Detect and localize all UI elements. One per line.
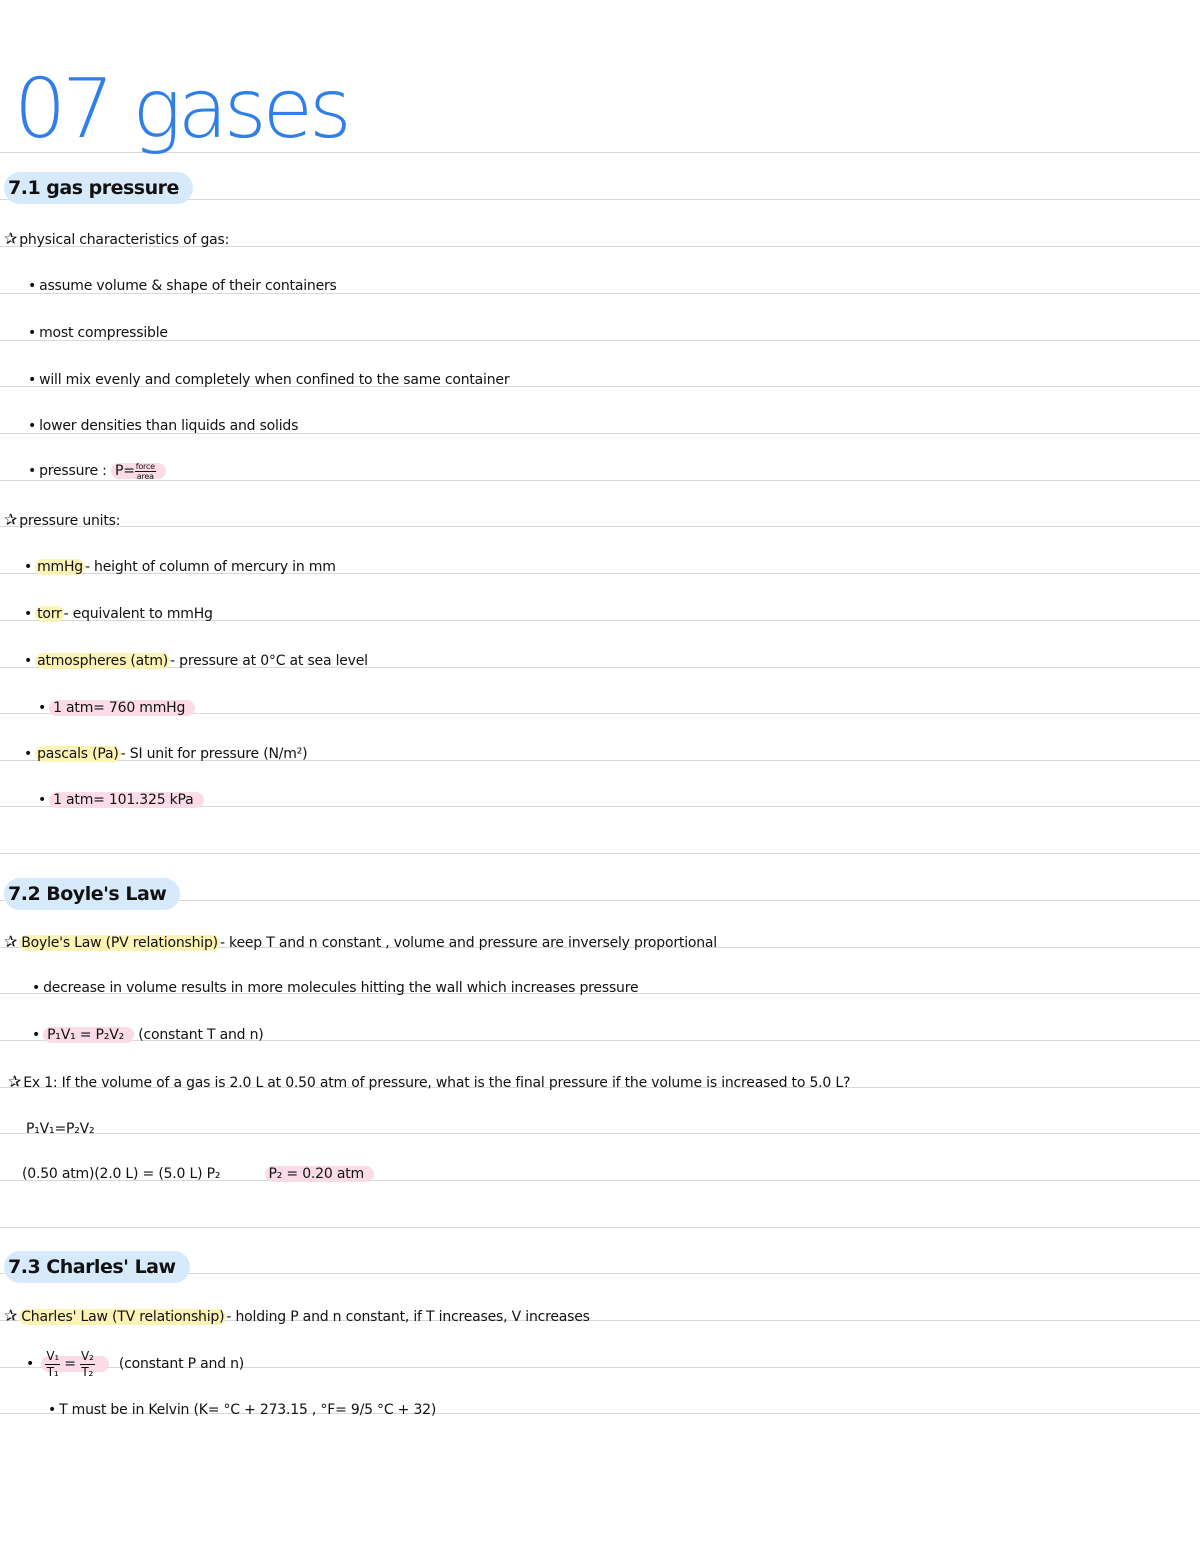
boyles-law-definition [4,932,717,953]
unit-description: - SI unit for pressure (N/m²) [120,746,308,762]
bullet-icon: • [28,325,37,341]
boyles-equation: P₁V₁ = P₂V₂ [43,1027,134,1043]
boyles-law-description: - keep T and n constant , volume and pressure are inversely proportional [219,935,717,951]
example-question [8,1072,850,1093]
charles-equation-line [26,1344,244,1384]
unit-description: - equivalent to mmHg [63,606,213,622]
list-item [32,978,638,998]
bullet-icon: • [28,463,37,479]
list-item [28,276,337,296]
unit-description: - height of column of mercury in mm [84,559,336,575]
fraction-numerator: force [135,461,155,471]
list-item [28,416,298,436]
pa-conversion: 1 atm= 101.325 kPa [49,792,204,808]
bullet-icon: • [48,1402,57,1418]
pa-conversion-line [38,790,204,810]
example-question-text: Ex 1: If the volume of a gas is 2.0 L at 0.50 atm of pressure, what is the final pressure if the volume is increased to 5.0 L? [23,1075,851,1091]
bullet-icon: • [24,746,33,762]
ruled-line [0,1227,1200,1228]
boyles-law-term: Boyle's Law (PV relationship) [21,935,218,951]
v2-t2-fraction [80,1349,95,1380]
bullet-icon: • [32,980,41,996]
bullet-icon: • [24,606,33,622]
list-item-text: decrease in volume results in more molecules hitting the wall which increases pressure [43,980,639,996]
unit-item-pascal [24,744,307,764]
ruled-line [0,900,1200,901]
boyles-equation-note: (constant T and n) [138,1027,264,1043]
star-icon: ✰ [4,510,18,529]
boyles-equation-line [32,1025,264,1045]
list-item-text: will mix evenly and completely when confined to the same container [39,372,510,388]
bullet-icon: • [38,792,47,808]
bullet-icon: • [24,653,33,669]
example-answer: P₂ = 0.20 atm [265,1166,374,1182]
kelvin-note-line [48,1400,436,1420]
v1-t1-fraction [45,1349,60,1380]
pressure-formula [111,463,166,479]
pressure-formula-line [28,461,166,481]
pressure-label: pressure : [39,463,107,479]
bullet-icon: • [26,1356,35,1372]
characteristics-heading [4,229,229,250]
star-icon: ✰ [8,1072,22,1091]
ruled-line [0,526,1200,527]
section-heading-gas-pressure: 7.1 gas pressure [4,172,193,204]
unit-term: mmHg [37,559,83,575]
section-heading-charles-law: 7.3 Charles' Law [4,1251,190,1283]
work-line: P₁V₁=P₂V₂ [26,1121,95,1137]
bullet-icon: • [28,372,37,388]
charles-equation: $\frac{\text{V₁}}{\text{T₁}}$ = $\frac{\text{V₂}}{\text{T₂}}$ [41,1356,109,1372]
ruled-line [0,853,1200,854]
charles-law-definition [4,1306,590,1327]
fraction-numerator: V₁ [46,1348,59,1363]
bullet-icon: • [28,418,37,434]
star-icon: ✰ [4,1306,18,1325]
bullet-icon: • [38,700,47,716]
ruled-line [0,340,1200,341]
section-heading-boyles-law: 7.2 Boyle's Law [4,878,180,910]
charles-law-description: - holding P and n constant, if T increases, V increases [226,1309,590,1325]
atm-conversion-line [38,698,195,718]
kelvin-note: T must be in Kelvin (K= °C + 273.15 , °F= 9/5 °C + 32) [59,1402,437,1418]
bullet-icon: • [28,278,37,294]
atm-conversion: 1 atm= 760 mmHg [49,700,195,716]
bullet-icon: • [24,559,33,575]
charles-equation-note: (constant P and n) [118,1356,245,1372]
unit-term: atmospheres (atm) [37,653,169,669]
ruled-line [0,480,1200,481]
page-title: 07 gases [14,62,348,157]
list-item-text: assume volume & shape of their containers [39,278,337,294]
fraction-denominator: T₂ [81,1364,94,1379]
star-icon: ✰ [4,229,18,248]
list-item [28,370,509,390]
list-item [28,323,168,343]
unit-item-torr [24,604,213,624]
list-item-text: lower densities than liquids and solids [39,418,299,434]
units-heading [4,510,120,531]
star-icon: ✰ [4,932,18,951]
unit-term: pascals (Pa) [37,746,119,762]
unit-item-atm [24,651,368,671]
fraction-denominator: area [136,471,154,481]
bullet-icon: • [32,1027,41,1043]
unit-item-mmhg [24,557,336,577]
list-item-text: most compressible [39,325,168,341]
units-heading-text: pressure units: [19,513,121,529]
pressure-formula-lhs: P= [114,463,135,479]
charles-law-term: Charles' Law (TV relationship) [21,1309,225,1325]
work-line [22,1164,374,1184]
force-area-fraction [135,462,156,481]
work-line-text: (0.50 atm)(2.0 L) = (5.0 L) P₂ [22,1166,221,1182]
fraction-numerator: V₂ [80,1348,94,1363]
characteristics-heading-text: physical characteristics of gas: [19,232,230,248]
unit-term: torr [37,606,62,622]
fraction-denominator: T₁ [46,1364,59,1379]
ruled-line [0,1133,1200,1134]
unit-description: - pressure at 0°C at sea level [170,653,368,669]
